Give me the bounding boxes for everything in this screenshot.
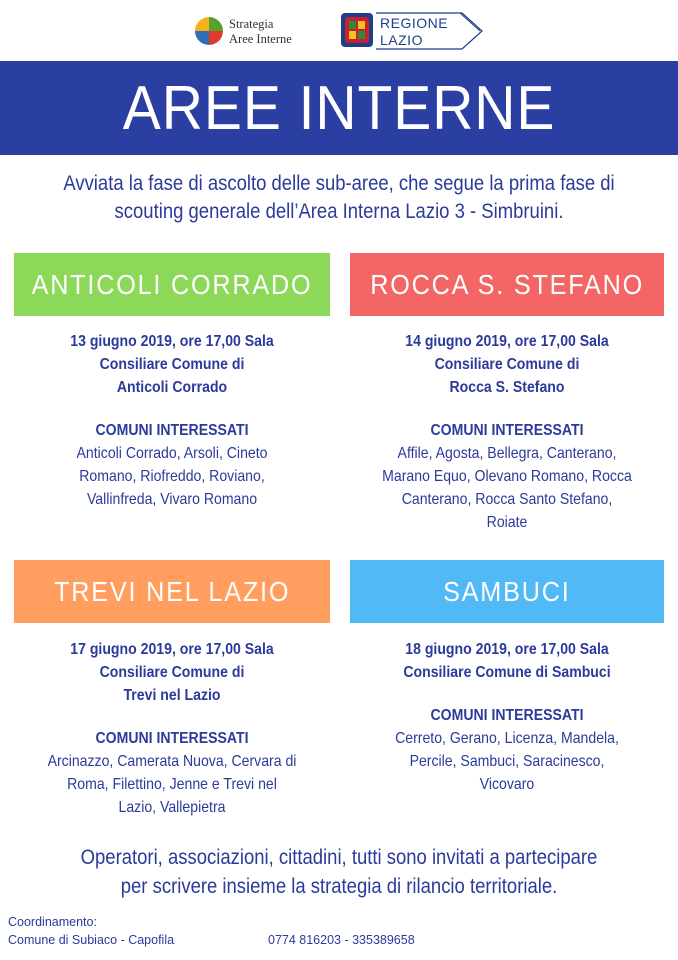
regione-lazio-logo [340, 12, 485, 52]
comuni-heading-rocca: COMUNI INTERESSATI [430, 422, 584, 439]
meeting-date-rocca: 14 giugno 2019, ore 17,00 Sala Consiliare Comune di Rocca S. Stefano [405, 333, 609, 396]
area-details-rocca [342, 330, 672, 534]
area-title-anticoli [14, 253, 330, 316]
closing-invitation [0, 843, 678, 901]
contact-phones: 0774 816203 - 335389658 [268, 933, 415, 947]
comuni-heading-trevi: COMUNI INTERESSATI [95, 730, 249, 747]
comuni-heading-sambuci: COMUNI INTERESSATI [430, 707, 584, 724]
meeting-date-anticoli: 13 giugno 2019, ore 17,00 Sala Consiliare Comune di Anticoli Corrado [70, 333, 274, 396]
strategia-logo-line2: Aree Interne [229, 32, 292, 46]
meeting-date-trevi: 17 giugno 2019, ore 17,00 Sala Consiliare Comune di Trevi nel Lazio [70, 641, 274, 704]
strategia-logo-line1: Strategia [229, 17, 274, 31]
comuni-list-trevi: Arcinazzo, Camerata Nuova, Cervara di Roma, Filettino, Jenne e Trevi nel Lazio, Vallepietra [47, 753, 297, 816]
comuni-list-sambuci: Cerreto, Gerano, Licenza, Mandela, Percile, Sambuci, Saracinesco, Vicovaro [395, 730, 619, 793]
comuni-list-rocca: Affile, Agosta, Bellegra, Canterano, Marano Equo, Olevano Romano, Rocca Canterano, Rocca Santo Stefano, Roiate [382, 445, 632, 531]
intro-text [49, 170, 628, 226]
closing-line2: per scrivere insieme la strategia di rilancio territoriale. [120, 875, 558, 898]
comuni-list-anticoli: Anticoli Corrado, Arsoli, Cineto Romano, Riofreddo, Roviano, Vallinfreda, Vivaro Romano [76, 445, 268, 508]
area-title-trevi [14, 560, 330, 623]
comuni-heading-anticoli: COMUNI INTERESSATI [95, 422, 249, 439]
closing-line1: Operatori, associazioni, cittadini, tutti sono invitati a partecipare [80, 846, 598, 869]
area-details-trevi [7, 638, 337, 819]
intro-line2: scouting generale dell’Area Interna Lazio 3 - Simbruini. [114, 200, 564, 223]
page-title: AREE INTERNE [122, 73, 556, 143]
area-title-rocca [350, 253, 664, 316]
regione-logo-line2: LAZIO [380, 32, 423, 48]
meeting-date-sambuci: 18 giugno 2019, ore 17,00 Sala Consiliare Comune di Sambuci [403, 641, 611, 681]
title-banner [0, 61, 678, 155]
lazio-crest-icon [340, 12, 374, 48]
area-name-sambuci: SAMBUCI [443, 575, 571, 607]
area-title-sambuci [350, 560, 664, 623]
coordination-label: Coordinamento: [8, 915, 97, 929]
area-name-rocca: ROCCA S. STEFANO [370, 268, 644, 300]
strategia-aree-interne-logo [193, 15, 313, 51]
coordinating-comune: Comune di Subiaco - Capofila [8, 933, 175, 947]
strategia-petals-icon [193, 15, 225, 47]
header-logos [0, 10, 678, 55]
regione-logo-line1: REGIONE [380, 15, 449, 31]
area-details-anticoli [7, 330, 337, 511]
area-details-sambuci [342, 638, 672, 796]
area-name-anticoli: ANTICOLI CORRADO [31, 268, 313, 300]
area-name-trevi: TREVI NEL LAZIO [53, 575, 291, 607]
intro-line1: Avviata la fase di ascolto delle sub-aree, che segue la prima fase di [63, 172, 615, 195]
